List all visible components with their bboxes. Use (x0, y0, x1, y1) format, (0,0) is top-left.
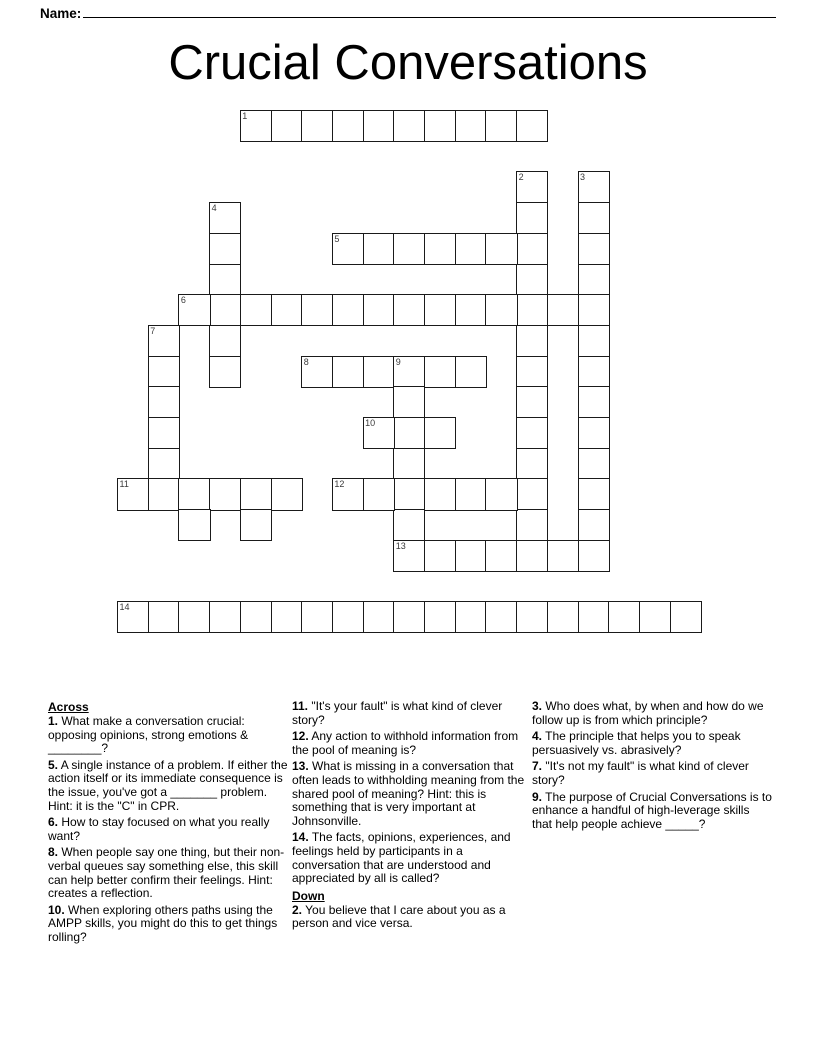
crossword-cell[interactable] (578, 540, 610, 572)
crossword-cell[interactable] (639, 601, 671, 633)
crossword-cell[interactable] (578, 171, 610, 203)
crossword-cell-number: 12 (334, 479, 345, 490)
clue-text: Who does what, by when and how do we follow up is from which principle? (532, 699, 764, 727)
crossword-cell[interactable] (424, 478, 456, 510)
clue-item (292, 700, 532, 727)
crossword-cell[interactable] (209, 325, 241, 357)
crossword-cell[interactable] (148, 478, 180, 510)
crossword-cell-number: 13 (395, 540, 406, 551)
crossword-cell-number: 6 (180, 295, 186, 306)
clue-item (48, 759, 292, 813)
crossword-cell-number: 4 (211, 203, 217, 214)
clue-text: The principle that helps you to speak persuasively vs. abrasively? (532, 729, 741, 757)
crossword-cell[interactable] (117, 478, 149, 510)
clue-item (532, 760, 772, 787)
crossword-cell[interactable] (516, 325, 548, 357)
crossword-cell[interactable] (393, 417, 425, 449)
crossword-cell[interactable] (148, 601, 180, 633)
crossword-cell[interactable] (363, 233, 395, 265)
crossword-cell[interactable] (271, 294, 303, 326)
clue-number: 10. (48, 902, 65, 917)
crossword-cell[interactable] (578, 202, 610, 234)
crossword-cell[interactable] (240, 509, 272, 541)
crossword-cell[interactable] (516, 601, 548, 633)
crossword-cell[interactable] (424, 601, 456, 633)
clue-text: A single instance of a problem. If either the action itself or its immediate consequence is the issue, you've got a _______ problem. Hint: it is the "C" in CPR. (48, 757, 288, 813)
clue-text: How to stay focused on what you really want? (48, 815, 270, 843)
clue-item (48, 816, 292, 843)
crossword-cell[interactable] (240, 110, 272, 142)
crossword-cell[interactable] (485, 294, 517, 326)
crossword-cell[interactable] (332, 356, 364, 388)
crossword-cell[interactable] (608, 601, 640, 633)
crossword-cell[interactable] (516, 417, 548, 449)
clue-item (292, 730, 532, 757)
crossword-cell[interactable] (455, 356, 487, 388)
crossword-cell-number: 7 (150, 325, 156, 336)
crossword-cell[interactable] (516, 171, 548, 203)
clue-number: 8. (48, 845, 59, 860)
crossword-cell[interactable] (301, 601, 333, 633)
crossword-cell[interactable] (578, 386, 610, 418)
clue-number: 4. (532, 729, 543, 744)
crossword-cell[interactable] (178, 601, 210, 633)
clue-item (292, 904, 532, 931)
crossword-cell[interactable] (578, 325, 610, 357)
crossword-cell[interactable] (148, 448, 180, 480)
clue-column-2 (292, 700, 532, 934)
crossword-cell[interactable] (516, 264, 548, 296)
crossword-cell[interactable] (148, 386, 180, 418)
crossword-cell[interactable] (578, 478, 610, 510)
clue-item (532, 791, 772, 832)
clue-number: 1. (48, 714, 59, 728)
clue-text: "It's not my fault" is what kind of clever story? (532, 759, 749, 787)
crossword-cell[interactable] (178, 478, 210, 510)
crossword-cell[interactable] (578, 601, 610, 633)
crossword-cell[interactable] (393, 386, 425, 418)
crossword-cell[interactable] (516, 233, 548, 265)
clue-number: 5. (48, 757, 59, 772)
crossword-cell[interactable] (670, 601, 702, 633)
crossword-cell[interactable] (363, 110, 395, 142)
crossword-cell[interactable] (578, 294, 610, 326)
crossword-cell[interactable] (424, 540, 456, 572)
crossword-cell[interactable] (578, 233, 610, 265)
crossword-cell[interactable] (516, 540, 548, 572)
crossword-cell[interactable] (209, 233, 241, 265)
crossword-cell[interactable] (455, 110, 487, 142)
crossword-cell[interactable] (240, 478, 272, 510)
crossword-cell[interactable] (393, 110, 425, 142)
clue-text: The purpose of Crucial Conversations is to enhance a handful of high-leverage skills that help people achieve _____? (532, 789, 772, 831)
crossword-cell[interactable] (363, 356, 395, 388)
crossword-cell-number: 1 (242, 111, 248, 121)
clue-number: 2. (292, 902, 303, 917)
crossword-cell[interactable] (240, 601, 272, 633)
crossword-cell[interactable] (578, 417, 610, 449)
crossword-cell-number: 2 (518, 172, 524, 183)
crossword-cell[interactable] (271, 478, 303, 510)
crossword-cell[interactable] (424, 110, 456, 142)
crossword-cell[interactable] (363, 478, 395, 510)
crossword-cell[interactable] (271, 601, 303, 633)
crossword-cell[interactable] (455, 294, 487, 326)
name-label: Name: (40, 6, 82, 21)
crossword-cell-number: 5 (334, 233, 340, 244)
clue-number: 7. (532, 759, 543, 774)
crossword-cell[interactable] (332, 233, 364, 265)
clue-text: The facts, opinions, experiences, and feelings held by participants in a conversation that are understood and appreciated by all is called? (292, 830, 511, 886)
crossword-cell-number: 9 (395, 356, 401, 367)
crossword-cell[interactable] (516, 202, 548, 234)
crossword-cell[interactable] (578, 509, 610, 541)
crossword-cell[interactable] (148, 356, 180, 388)
crossword-cell[interactable] (363, 294, 395, 326)
crossword-cell[interactable] (485, 233, 517, 265)
crossword-cell[interactable] (209, 601, 241, 633)
page-title: Crucial Conversations (168, 36, 648, 90)
clue-text: When people say one thing, but their non-verbal queues say something else, this skill can help better confirm their feelings. Hint: creates a reflection. (48, 845, 285, 901)
crossword-cell[interactable] (578, 264, 610, 296)
crossword-cell[interactable] (547, 601, 579, 633)
crossword-cell[interactable] (578, 356, 610, 388)
crossword-cell[interactable] (209, 294, 241, 326)
crossword-cell[interactable] (393, 478, 425, 510)
crossword-cell-number: 3 (580, 172, 586, 183)
crossword-cell[interactable] (516, 448, 548, 480)
crossword-cell[interactable] (485, 478, 517, 510)
crossword-cell[interactable] (148, 417, 180, 449)
crossword-cell[interactable] (393, 601, 425, 633)
clue-text: "It's your fault" is what kind of clever story? (292, 699, 503, 727)
crossword-cell[interactable] (516, 386, 548, 418)
clue-number: 13. (292, 759, 309, 774)
crossword-cell[interactable] (547, 294, 579, 326)
clue-number: 14. (292, 830, 309, 845)
crossword-cell[interactable] (209, 356, 241, 388)
crossword-cell[interactable] (363, 601, 395, 633)
crossword-cell[interactable] (393, 356, 425, 388)
crossword-cell[interactable] (485, 540, 517, 572)
crossword-cell[interactable] (178, 294, 210, 326)
clue-column-1 (48, 700, 292, 948)
crossword-cell[interactable] (578, 448, 610, 480)
crossword-cell[interactable] (393, 448, 425, 480)
clue-item (532, 700, 772, 727)
crossword-cell[interactable] (301, 356, 333, 388)
down-heading: Down (292, 888, 325, 903)
clue-number: 11. (292, 699, 309, 713)
crossword-cell[interactable] (485, 110, 517, 142)
crossword-cell[interactable] (455, 478, 487, 510)
crossword-cell[interactable] (363, 417, 395, 449)
clues-section (48, 700, 772, 970)
crossword-cell[interactable] (516, 478, 548, 510)
crossword-cell[interactable] (516, 509, 548, 541)
clue-item (292, 760, 532, 828)
crossword-cell[interactable] (485, 601, 517, 633)
clue-item (48, 904, 292, 945)
crossword-cell[interactable] (547, 540, 579, 572)
crossword-cell[interactable] (178, 509, 210, 541)
clue-number: 6. (48, 815, 59, 830)
clue-item (48, 846, 292, 900)
crossword-cell[interactable] (516, 110, 548, 142)
crossword-cell[interactable] (455, 601, 487, 633)
across-heading: Across (48, 700, 89, 714)
crossword-cell[interactable] (393, 233, 425, 265)
crossword-cell-number: 10 (365, 418, 376, 428)
crossword-cell[interactable] (209, 264, 241, 296)
crossword-cell[interactable] (332, 601, 364, 633)
crossword-cell[interactable] (455, 233, 487, 265)
clue-number: 12. (292, 729, 309, 744)
crossword-cell[interactable] (271, 110, 303, 142)
crossword-cell[interactable] (516, 294, 548, 326)
crossword-cell-number: 8 (303, 356, 309, 367)
clue-item (48, 715, 292, 756)
crossword-cell[interactable] (301, 110, 333, 142)
clue-item (532, 730, 772, 757)
clue-text: When exploring others paths using the AMPP skills, you might do this to get things rolling? (48, 902, 278, 944)
crossword-cell[interactable] (424, 417, 456, 449)
crossword-cell[interactable] (424, 233, 456, 265)
crossword-cell[interactable] (516, 356, 548, 388)
clue-item (292, 831, 532, 885)
crossword-cell[interactable] (393, 294, 425, 326)
crossword-cell[interactable] (424, 356, 456, 388)
crossword-cell[interactable] (240, 294, 272, 326)
crossword-cell[interactable] (424, 294, 456, 326)
crossword-cell[interactable] (332, 294, 364, 326)
crossword-cell[interactable] (301, 294, 333, 326)
crossword-cell-number: 14 (119, 602, 130, 613)
clue-text: You believe that I care about you as a person and vice versa. (292, 902, 506, 931)
crossword-cell-number: 11 (119, 479, 129, 490)
clue-column-3 (532, 700, 772, 834)
crossword-cell[interactable] (148, 325, 180, 357)
clue-text: What is missing in a conversation that often leads to withholding meaning from the shared pool of meaning? Hint: this is something that is very important at Johnsonville. (292, 759, 525, 828)
clue-number: 3. (532, 699, 543, 713)
clue-text: Any action to withhold information from the pool of meaning is? (292, 729, 519, 757)
crossword-cell[interactable] (393, 540, 425, 572)
crossword-cell[interactable] (393, 509, 425, 541)
crossword-cell[interactable] (332, 110, 364, 142)
crossword-cell[interactable] (117, 601, 149, 633)
crossword-cell[interactable] (209, 478, 241, 510)
crossword-cell[interactable] (455, 540, 487, 572)
clue-text: What make a conversation crucial: opposing opinions, strong emotions & ________? (48, 714, 249, 756)
crossword-cell[interactable] (209, 202, 241, 234)
crossword-cell[interactable] (332, 478, 364, 510)
clue-number: 9. (532, 789, 543, 804)
